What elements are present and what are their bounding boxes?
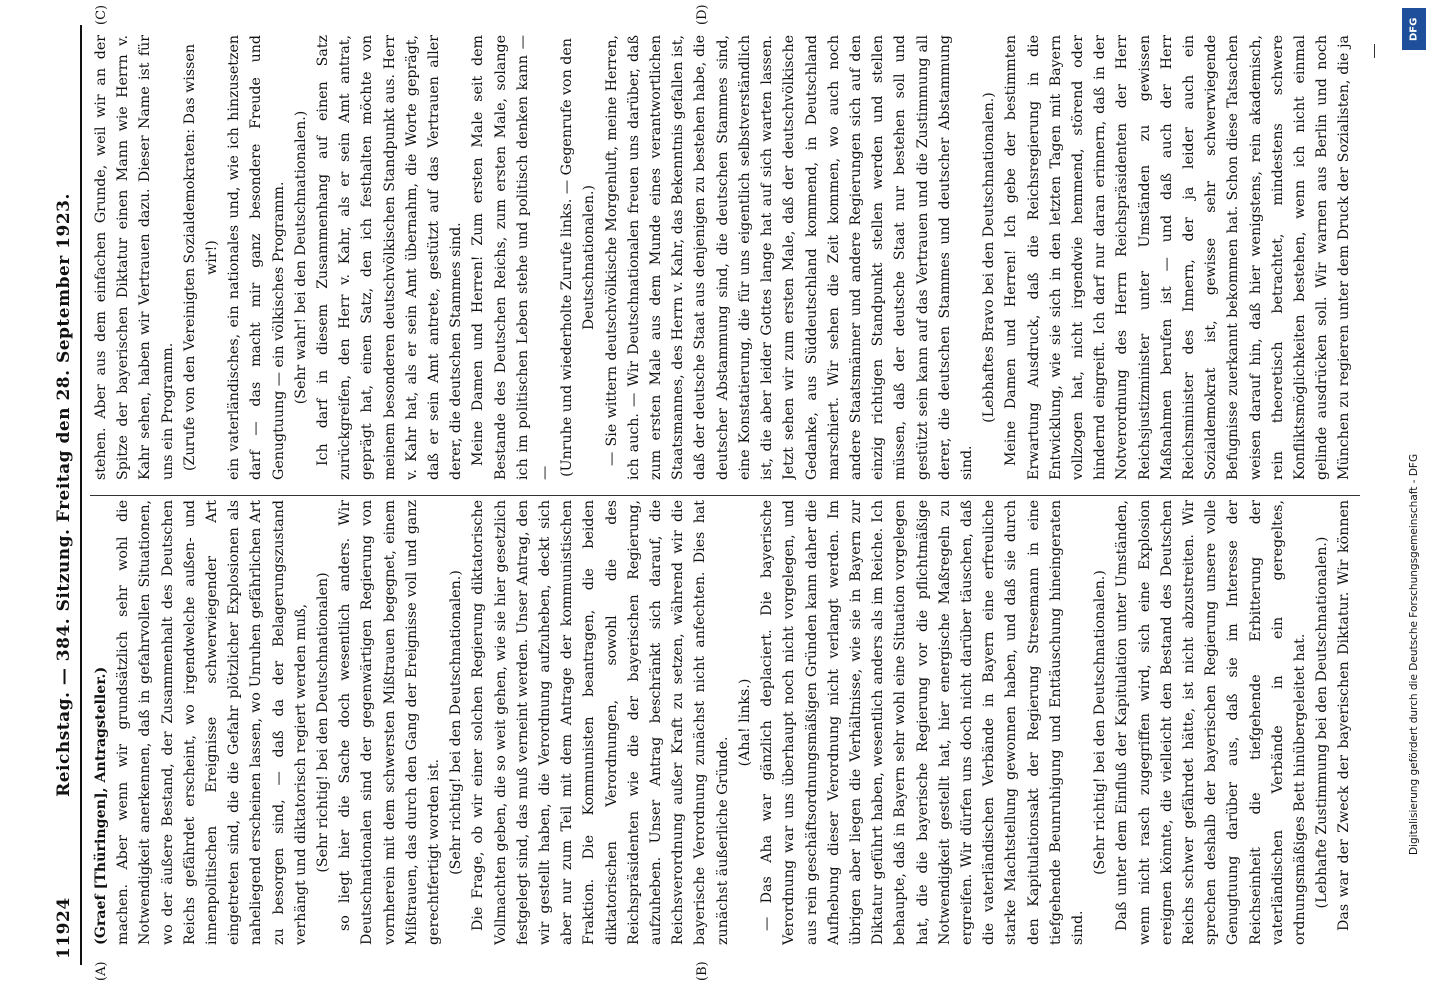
rotated-document-page [50, 4, 1380, 981]
digitization-note: Digitalisierung gefördert durch die Deutsche Forschungsgemeinschaft - DFG [1408, 453, 1420, 855]
column-divider [90, 495, 1360, 496]
paragraph: Ich darf in diesem Zusammenhang auf einen Satz zurückgreifen, den Herr v. Kahr, als er sein Amt antrat, geprägt hat, einen Satz, den ich festhalten möchte von meinem besonderen deutschvölkischen Standpunkt aus. Herr v. Kahr hat, als er sein Amt übernahm, die Worte geprägt, daß er sein Amt antrete, gestützt auf das Vertrauen aller derer, die deutschen Stammes sind. [315, 35, 465, 480]
edge-mark [1374, 44, 1375, 58]
speaker-line: (Graef [Thüringen], Antragsteller.) [93, 666, 109, 945]
session-title: Reichstag. — 384. Sitzung. Freitag den 28. September 1923. [54, 193, 74, 797]
interjection: (Unruhe und wiederholte Zurufe links. — Gegenrufe von den Deutschnationalen.) [559, 38, 598, 477]
paragraph: machen. Aber wenn wir grundsätzlich sehr wohl die Notwendigkeit anerkennen, daß in gefahrvollen Situationen, wo der äußere Bestand, der Zusammenhalt des Deutschen Reichs gefährdet erscheint, wo irgendwelche außen- und innenpolitischen Ereignisse schwerwiegender Art eingetreten sind, die die Gefahr plötzlicher Explosionen als naheliegend erscheinen lassen, wo Unruhen gefährlichen Art zu besorgen sind, — daß da der Belagerungszustand verhängt und diktatorisch regiert werden muß, [115, 500, 309, 945]
dfg-logo-icon: DFG [1402, 8, 1426, 50]
right-text-column [90, 35, 1360, 480]
paragraph: Die Frage, ob wir einer solchen Regierung diktatorische Vollmachten geben, die so weit gehen, wie sie hier gesetzlich festgelegt sind, das muß verneint werden. Unser Antrag, den wir gestellt haben, die Verordnung aufzuheben, deckt sich aber nur zum Teil mit dem Antrage der kommunistischen Fraktion. Die Kommunisten beantragen, die beiden diktatorischen Verordnungen, sowohl die des Reichspräsidenten wie die der bayerischen Regierung, aufzuheben. Unser Antrag beschränkt sich darauf, die Reichsverordnung außer Kraft zu setzen, während wir die bayerische Verordnung zunächst nicht anfechten. Dies hat zunächst äußerliche Gründe. [470, 500, 731, 945]
interjection: (Sehr richtig! bei den Deutschnationalen) [315, 572, 332, 873]
paragraph: Meine Damen und Herren! Zum ersten Male seit dem Bestande des Deutschen Reichs, zum ersten Male, solange ich im politischen Leben stehe und politisch denken kann — — [470, 35, 554, 480]
margin-mark-b: (B) [695, 961, 710, 981]
page-header [50, 25, 82, 965]
margin-mark-a: (A) [94, 961, 109, 981]
paragraph: Daß unter dem Einfluß der Kapitulation unter Umständen, wenn nicht rasch zugegriffen wird, sich eine Explosion ereignen könnte, die vielleicht den Bestand des Deutschen Reichs schwer gefährdet hätte, ist nicht abzustreiten. Wir sprechen deshalb der bayerischen Regierung unsere volle Genugtuung darüber aus, daß sie im Interesse der Reichseinheit die tiefgehende Erbitterung der vaterländischen Verbände in ein geregeltes, ordnungsmäßiges Bett hinübergeleitet hat. [1114, 500, 1308, 945]
page-number: 11924 [54, 897, 74, 959]
paragraph: stehen. Aber aus dem einfachen Grunde, weil wir an der Spitze der bayerischen Diktatur einen Mann wie Herrn v. Kahr sehen, haben wir Vertrauen dazu. Dieser Name ist für uns ein Programm. [93, 35, 176, 480]
interjection: (Lebhaftes Bravo bei den Deutschnationalen.) [981, 92, 998, 423]
paragraph: ein vaterländisches, ein nationales und, wie ich hinzusetzen darf — das macht mir ganz besondere Freude und Genugtuung — ein völkisches Programm. [226, 35, 287, 480]
paragraph: — Das Aha war gänzlich deplaciert. Die bayerische Verordnung war uns überhaupt noch nicht vorgelegen, und aus rein geschäftsordnungsmäßigen Gründen kann daher die Aufhebung dieser Verordnung nicht verlangt werden. Im übrigen aber liegen die Verhältnisse, wie sie in Bayern zur Diktatur geführt haben, wesentlich anders als im Reiche. Ich behaupte, daß in Bayern sehr wohl eine Situation vorgelegen hat, die die bayerische Regierung vor die pflichtmäßige Notwendigkeit gestellt hat, hier energische Maßregeln zu ergreifen. Wir dürfen uns doch nicht darüber täuschen, daß die vaterländischen Verbände in Bayern eine erfreuliche starke Machtstellung gewonnen haben, und daß sie durch den Kapitulationsakt der Regierung Stresemann in eine tiefgehende Beunruhigung und Enttäuschung hineingeraten sind. [759, 500, 1086, 945]
margin-mark-c: (C) [94, 4, 109, 25]
interjection: (Zurufe von den Vereinigten Sozialdemokraten: Das wissen wir!) [181, 44, 221, 471]
margin-mark-d: (D) [695, 4, 710, 25]
left-text-column [90, 500, 1360, 945]
paragraph: Meine Damen und Herren! Ich gebe der bestimmten Erwartung Ausdruck, daß die Reichsregierung in die Entwicklung, wie sie sich in den letzten Tagen mit Bayern vollzogen hat, nicht irgendwie hemmend, störend oder hindernd eingreift. Ich darf nur daran erinnern, daß in der Notverordnung des Herrn Reichspräsidenten der Herr Reichsjustizminister unter Umständen zu gewissen Maßnahmen berufen ist — und daß auch der Herr Reichsminister des Innern, der ja leider auch ein Sozialdemokrat ist, gewisse sehr schwerwiegende Befugnisse zuerkannt bekommen hat. Schon diese Tatsachen weisen darauf hin, daß hier wenigstens, rein akademisch, rein theoretisch betrachtet, mindestens schwere Konfliktsmöglichkeiten bestehen, wenn ich nicht einmal gelinde ausdrücken soll. Wir warnen aus Berlin und noch München zu regieren unter dem Druck der Sozialisten, die ja [1003, 35, 1353, 480]
interjection: (Lebhafte Zustimmung bei den Deutschnationalen.) [1314, 536, 1331, 909]
paragraph: Das war der Zweck der bayerischen Diktatur. Wir können [1336, 500, 1353, 931]
digitization-sidebar [1396, 0, 1434, 1000]
paragraph: so liegt hier die Sache doch wesentlich anders. Wir Deutschnationalen sind der gegenwärtigen Regierung von vornherein mit dem schwersten Mißtrauen begegnet, einem Mißtrauen, das durch den Gang der Ereignisse voll und ganz gerechtfertigt worden ist. [337, 500, 443, 945]
interjection: (Sehr richtig! bei den Deutschnationalen.) [448, 570, 465, 875]
interjection: (Aha! links.) [736, 678, 753, 767]
paragraph: — Sie wittern deutschvölkische Morgenluft, meine Herren, ich auch. — Wir Deutschnationalen freuen uns darüber, daß zum ersten Male aus dem Munde eines verantwortlichen Staatsmannes, des Herrn v. Kahr, das Bekenntnis gefallen ist, daß der deutsche Staat aus denjenigen zu bestehen habe, die deutscher Abstammung sind, die deutschen Stammes sind, eine Konstatierung, die für uns eigentlich selbstverständlich ist, die aber leider Gottes lange hat auf sich warten lassen. Jetzt sehen wir zum ersten Male, daß der deutschvölkische Gedanke, aus Süddeutschland kommend, in Deutschland marschiert. Wir sehen die Zeit kommen, wo auch noch andere Staatsmänner und andere Regierungen sich auf den einzig richtigen Standpunkt stellen werden und stellen müssen, daß der deutsche Staat nur bestehen soll und gestützt sein kann auf das Vertrauen und die Zustimmung all derer, die deutschen Stammes und deutscher Abstammung sind. [603, 35, 975, 480]
interjection: (Sehr wahr! bei den Deutschnationalen.) [292, 110, 309, 405]
interjection: (Sehr richtig! bei den Deutschnationalen.) [1092, 570, 1109, 875]
